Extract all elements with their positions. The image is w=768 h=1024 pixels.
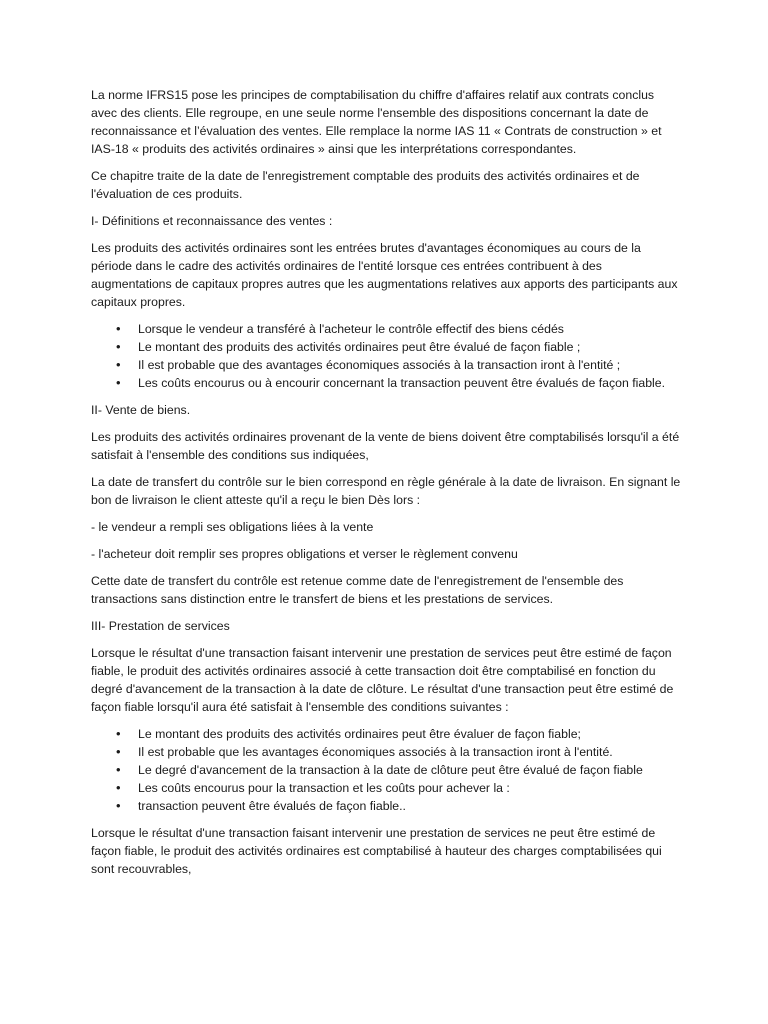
list-item xyxy=(91,356,681,374)
section1-paragraph: Les produits des activités ordinaires sont les entrées brutes d'avantages économiques au cours de la période dans le cadre des activités ordinaires de l'entité lorsque ces entrées contribuent à des augmentations de capitaux propres autres que les augmentations relatives aux apports des participants aux capitaux propres. xyxy=(91,241,678,309)
section3-paragraph-1: Lorsque le résultat d'une transaction faisant intervenir une prestation de services peut être estimé de façon fiable, le produit des activités ordinaires associé à cette transaction doit être comptabilisé en fonction du degré d'avancement de la transaction à la date de clôture. Le résultat d'une transaction peut être estimé de façon fiable lorsqu'il aura été satisfait à l'ensemble des conditions suivantes : xyxy=(91,646,674,714)
section2-heading: II- Vente de biens. xyxy=(91,403,191,417)
bullet-icon: • xyxy=(116,726,121,741)
bullet-icon: • xyxy=(116,339,121,354)
list-item-text: Les coûts encourus ou à encourir concernant la transaction peuvent être évalués de façon fiable. xyxy=(138,376,666,390)
list-item xyxy=(91,779,681,797)
list-item-text: Le degré d'avancement de la transaction à la date de clôture peut être évalué de façon fiable xyxy=(138,763,643,777)
section3-paragraph-2: Lorsque le résultat d'une transaction faisant intervenir une prestation de services ne peut être estimé de façon fiable, le produit des activités ordinaires est comptabilisé à hauteur des charges comptabilisées qui sont recouvrables, xyxy=(91,826,662,876)
list-item xyxy=(91,797,681,815)
section2-line-1: - le vendeur a rempli ses obligations liées à la vente xyxy=(91,520,374,534)
list-item xyxy=(91,725,681,743)
bullet-icon: • xyxy=(116,321,121,336)
list-item xyxy=(91,761,681,779)
list-item xyxy=(91,338,681,356)
bullet-icon: • xyxy=(116,798,121,813)
section2-paragraph-1: Les produits des activités ordinaires provenant de la vente de biens doivent être comptabilisés lorsqu'il a été satisfait à l'ensemble des conditions sus indiquées, xyxy=(91,430,680,462)
bullet-icon: • xyxy=(116,780,121,795)
bullet-icon: • xyxy=(116,744,121,759)
intro-paragraph: La norme IFRS15 pose les principes de comptabilisation du chiffre d'affaires relatif aux contrats conclus avec des clients. Elle regroupe, en une seule norme l'ensemble des dispositions concernant la date de reconnaissance et l’évaluation des ventes. Elle remplace la norme IAS 11 « Contrats de construction » et IAS-18 « produits des activités ordinaires » ainsi que les interprétations correspondantes. xyxy=(91,88,662,156)
list-item xyxy=(91,743,681,761)
list-item-text: Il est probable que des avantages économiques associés à la transaction iront à l'entité ; xyxy=(138,358,621,372)
list-item xyxy=(91,320,681,338)
document-page xyxy=(91,86,681,887)
bullet-icon: • xyxy=(116,762,121,777)
section2-paragraph-2: La date de transfert du contrôle sur le bien correspond en règle générale à la date de livraison. En signant le bon de livraison le client atteste qu'il a reçu le bien Dès lors : xyxy=(91,475,681,507)
bullet-icon: • xyxy=(116,375,121,390)
list-item-text: transaction peuvent être évalués de façon fiable.. xyxy=(138,799,406,813)
list-item-text: Le montant des produits des activités ordinaires peut être évaluer de façon fiable; xyxy=(138,727,581,741)
section2-paragraph-3: Cette date de transfert du contrôle est retenue comme date de l'enregistrement de l'ensemble des transactions sans distinction entre le transfert de biens et les prestations de services. xyxy=(91,574,624,606)
section1-heading: I- Définitions et reconnaissance des ventes : xyxy=(91,214,333,228)
section1-bullet-list xyxy=(91,320,681,392)
list-item-text: Le montant des produits des activités ordinaires peut être évalué de façon fiable ; xyxy=(138,340,581,354)
section2-line-2: - l'acheteur doit remplir ses propres obligations et verser le règlement convenu xyxy=(91,547,518,561)
list-item-text: Les coûts encourus pour la transaction et les coûts pour achever la : xyxy=(138,781,510,795)
list-item-text: Il est probable que les avantages économiques associés à la transaction iront à l'entité. xyxy=(138,745,613,759)
chapter-paragraph: Ce chapitre traite de la date de l'enregistrement comptable des produits des activités ordinaires et de l'évaluation de ces produits. xyxy=(91,169,640,201)
list-item-text: Lorsque le vendeur a transféré à l'acheteur le contrôle effectif des biens cédés xyxy=(138,322,564,336)
section3-bullet-list xyxy=(91,725,681,815)
section3-heading: III- Prestation de services xyxy=(91,619,230,633)
bullet-icon: • xyxy=(116,357,121,372)
list-item xyxy=(91,374,681,392)
